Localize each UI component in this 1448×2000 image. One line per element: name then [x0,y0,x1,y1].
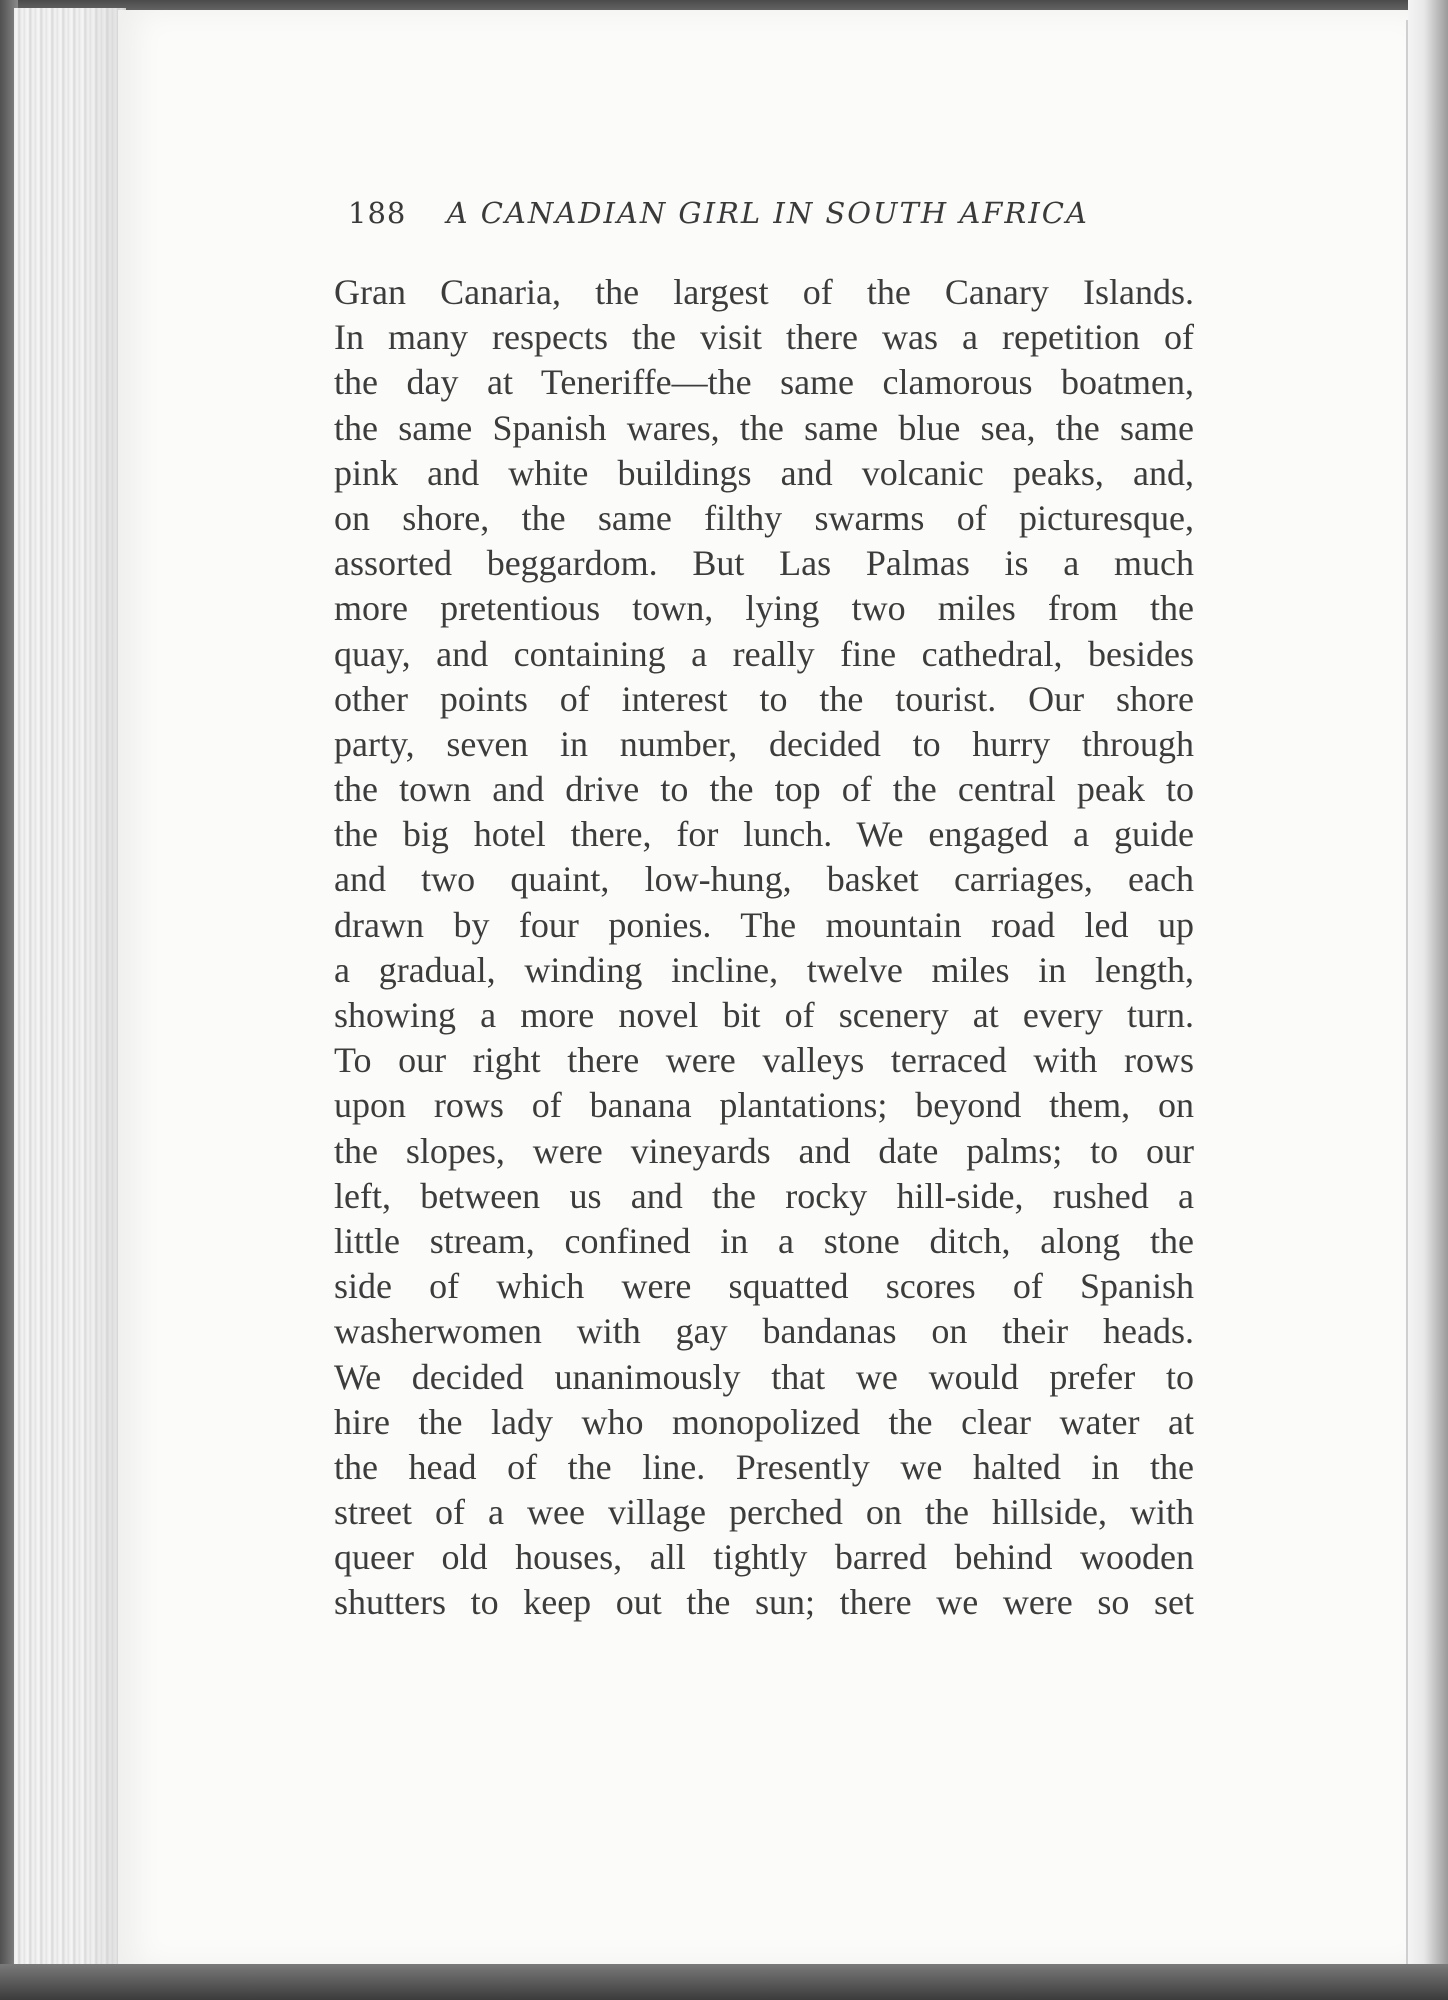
text-line: side of which were squatted scores of Spanish [334,1266,1194,1307]
book-title: A CANADIAN GIRL IN SOUTH AFRICA [446,196,1089,230]
text-line: more pretentious town, lying two miles from the [334,588,1194,629]
text-line: the slopes, were vineyards and date palms; to our [334,1130,1194,1171]
text-line: To our right there were valleys terraced with rows [334,1040,1194,1081]
text-line: hire the lady who monopolized the clear water at [334,1401,1194,1442]
text-line: left, between us and the rocky hill-side, rushed a [334,1175,1194,1216]
text-line: a gradual, winding incline, twelve miles in length, [334,949,1194,990]
text-line: quay, and containing a really fine cathedral, besides [334,633,1194,674]
text-line: the head of the line. Presently we halted in the [334,1446,1194,1487]
book-right-edge [1408,0,1448,2000]
text-line: little stream, confined in a stone ditch, along the [334,1220,1194,1261]
running-head [348,196,1128,230]
text-line: We decided unanimously that we would prefer to [334,1356,1194,1397]
body-text [334,270,1194,1626]
text-line: the big hotel there, for lunch. We engaged a guide [334,814,1194,855]
text-line: party, seven in number, decided to hurry through [334,723,1194,764]
page-number: 188 [348,196,407,230]
text-line: showing a more novel bit of scenery at every turn. [334,995,1194,1035]
scan-frame-bottom [0,1964,1448,2000]
text-line: the town and drive to the top of the central peak to [334,769,1194,810]
text-line: the day at Teneriffe—the same clamorous boatmen, [334,362,1194,403]
text-line: Gran Canaria, the largest of the Canary Islands. [334,272,1194,312]
text-line: on shore, the same filthy swarms of picturesque, [334,497,1194,538]
text-line: street of a wee village perched on the hillside, with [334,1492,1194,1533]
stacked-page-edges [14,8,126,1968]
text-line: other points of interest to the tourist. Our shore [334,678,1194,719]
text-line: In many respects the visit there was a repetition of [334,317,1194,358]
text-line: shutters to keep out the sun; there we were so set [334,1582,1194,1623]
text-line: the same Spanish wares, the same blue sea, the same [334,407,1194,448]
text-line: queer old houses, all tightly barred behind wooden [334,1537,1194,1578]
text-line: and two quaint, low-hung, basket carriages, each [334,859,1194,900]
text-line: assorted beggardom. But Las Palmas is a much [334,543,1194,584]
text-line: drawn by four ponies. The mountain road led up [334,904,1194,945]
text-line: upon rows of banana plantations; beyond them, on [334,1085,1194,1126]
text-line: pink and white buildings and volcanic peaks, and, [334,452,1194,493]
text-line: washerwomen with gay bandanas on their heads. [334,1311,1194,1352]
